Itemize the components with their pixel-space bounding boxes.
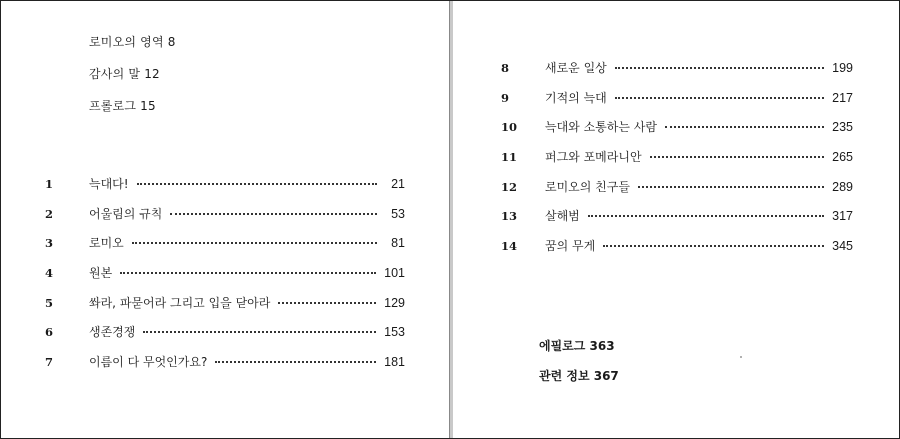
chapter-number: 9 (501, 90, 510, 105)
chapter-number: 5 (45, 295, 54, 310)
chapter-title: 로미오 (89, 236, 124, 251)
chapter-number: 11 (501, 150, 518, 165)
chapter-title: 쏴라, 파묻어라 그리고 입을 닫아라 (89, 295, 271, 310)
chapter-number: 7 (45, 355, 54, 370)
toc-entry (501, 207, 853, 237)
chapter-number: 8 (501, 61, 510, 75)
chapter-number: 1 (45, 177, 54, 191)
chapter-title: 이름이 다 무엇인가요? (89, 355, 208, 370)
chapter-title: 어울림의 규칙 (89, 206, 163, 221)
page-number: 265 (832, 150, 853, 165)
dot-leader (120, 272, 376, 274)
back-matter-item: 관련 정보 367 (539, 369, 619, 383)
dot-leader (603, 245, 824, 247)
toc-entry (501, 178, 853, 208)
toc-entry (45, 294, 405, 324)
dot-leader (143, 331, 376, 333)
chapter-list-right (501, 59, 853, 267)
dot-leader (615, 97, 824, 99)
front-matter-item: 프롤로그 15 (89, 99, 156, 113)
back-matter-list (539, 337, 619, 397)
chapter-list-left (45, 175, 405, 383)
page-number: 235 (832, 120, 853, 135)
dot-leader (137, 183, 377, 185)
page-number: 217 (832, 90, 853, 105)
toc-entry (45, 353, 405, 383)
chapter-title: 퍼그와 포메라니안 (545, 150, 642, 165)
toc-entry (501, 148, 853, 178)
dot-leader (278, 302, 376, 304)
front-matter-list (89, 33, 176, 129)
dot-leader (665, 126, 824, 128)
page-number: 21 (391, 177, 405, 191)
dot-leader (170, 213, 377, 215)
toc-entry (45, 323, 405, 353)
toc-entry (45, 264, 405, 294)
dot-leader (638, 186, 824, 188)
chapter-number: 6 (45, 325, 54, 340)
front-matter-item: 로미오의 영역 8 (89, 35, 176, 49)
page-number: 345 (832, 239, 853, 254)
page-number: 81 (391, 236, 405, 251)
chapter-number: 2 (45, 206, 54, 221)
page-number: 53 (391, 206, 405, 221)
chapter-title: 새로운 일상 (545, 61, 607, 75)
dot-leader (588, 215, 824, 217)
chapter-number: 4 (45, 266, 54, 281)
dot-leader (650, 156, 825, 158)
page-number: 181 (384, 355, 405, 370)
page-number: 129 (384, 295, 405, 310)
chapter-title: 로미오의 친구들 (545, 179, 630, 194)
dot-leader (215, 361, 376, 363)
toc-entry (501, 237, 853, 267)
toc-entry (45, 175, 405, 205)
chapter-number: 12 (501, 179, 518, 194)
page-number: 289 (832, 179, 853, 194)
paper-speck (740, 356, 742, 358)
chapter-number: 14 (501, 239, 518, 254)
left-page (1, 1, 449, 438)
chapter-title: 늑대와 소통하는 사람 (545, 120, 657, 135)
right-page (452, 1, 899, 438)
page-number: 101 (384, 266, 405, 281)
chapter-title: 원본 (89, 266, 113, 281)
toc-entry (45, 205, 405, 235)
chapter-number: 13 (501, 209, 518, 224)
chapter-number: 3 (45, 236, 54, 251)
page-number: 153 (384, 325, 405, 340)
toc-entry (501, 118, 853, 148)
page-number: 317 (832, 209, 853, 224)
chapter-title: 꿈의 무게 (545, 239, 596, 254)
toc-entry (501, 89, 853, 119)
front-matter-item: 감사의 말 12 (89, 67, 160, 81)
page-number: 199 (832, 61, 853, 75)
toc-entry (45, 234, 405, 264)
dot-leader (132, 242, 377, 244)
chapter-title: 살해범 (545, 209, 580, 224)
chapter-title: 생존경쟁 (89, 325, 136, 340)
dot-leader (615, 67, 824, 69)
toc-entry (501, 59, 853, 89)
chapter-title: 늑대다! (89, 177, 129, 191)
back-matter-item: 에필로그 363 (539, 339, 615, 353)
chapter-number: 10 (501, 120, 518, 135)
chapter-title: 기적의 늑대 (545, 90, 607, 105)
